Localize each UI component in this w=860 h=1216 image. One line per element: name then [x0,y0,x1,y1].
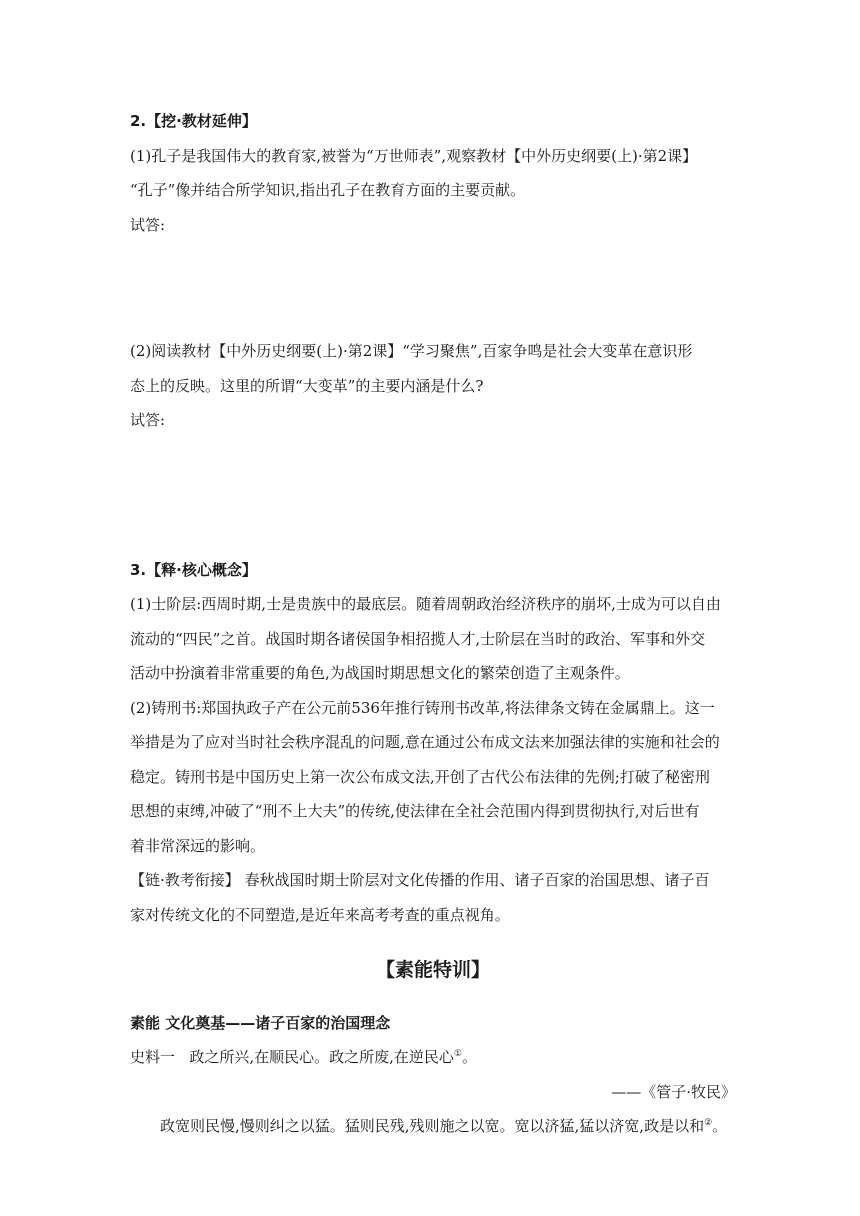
document-page [130,110,736,1150]
material-1b [130,1115,736,1138]
concept-2-line: 思想的束缚,冲破了“刑不上大夫”的传统,使法律在全社会范围内得到贯彻执行,对后世有 [130,802,700,820]
concept-2 [130,697,736,858]
material-1-end: 。 [461,1048,477,1066]
question-1-answer-label: 试答: [130,215,166,234]
footnote-marker-1: ① [453,1049,462,1059]
footnote-marker-2: ② [704,1118,713,1128]
question-1-line-2: “孔子”像并结合所学知识,指出孔子在教育方面的主要贡献。 [130,181,526,199]
question-1-line-1: (1)孔子是我国伟大的教育家,被誉为“万世师表”,观察教材【中外历史纲要(上)·第2课】 [130,146,698,165]
material-1-text: 政之所兴,在顺民心。政之所废,在逆民心 [189,1048,454,1066]
answer-space-2 [130,444,736,559]
exam-link [130,869,736,927]
concept-2-line: 举措是为了应对当时社会秩序混乱的问题,意在通过公布成文法来加强法律的实施和社会的 [130,733,720,751]
question-2-answer-label: 试答: [130,411,166,429]
training-title: 【素能特训】 [375,958,490,981]
question-2-line-1: (2)阅读教材【中外历史纲要(上)·第2课】“学习聚焦”,百家争鸣是社会大变革在意识形 [130,342,693,360]
concept-1-line: 流动的“四民”之首。战国时期各诸侯国争相招揽人才,士阶层在当时的政治、军事和外交 [130,629,706,648]
answer-space-1 [130,248,736,340]
exam-link-line: 家对传统文化的不同塑造,是近年来高考考查的重点视角。 [130,905,510,924]
section-3-heading: 3.【释·核心概念】 [130,560,257,579]
concept-1-line: (1)士阶层:西周时期,士是贵族中的最底层。随着周朝政治经济秩序的崩坏,士成为可以自由 [130,595,721,613]
concept-2-line: 着非常深远的影响。 [130,836,266,855]
material-1-label: 史料一 [130,1048,176,1066]
section-2-heading: 2.【挖·教材延伸】 [130,112,257,130]
concept-1 [130,593,736,685]
material-1-source: ——《管子·牧民》 [611,1082,736,1101]
skill-title: 素能 文化奠基——诸子百家的治国理念 [130,1013,391,1032]
material-1b-text: 政宽则民慢,慢则纠之以猛。猛则民残,残则施之以宽。宽以济猛,猛以济宽,政是以和 [160,1117,705,1135]
concept-2-line: 稳定。铸刑书是中国历史上第一次公布成文法,开创了古代公布法律的先例;打破了秘密刑 [130,767,710,786]
material-1 [130,1046,736,1069]
exam-link-line: 【链·教考衔接】 春秋战国时期士阶层对文化传播的作用、诸子百家的治国思想、诸子百 [130,871,710,889]
concept-2-line: (2)铸刑书:郑国执政子产在公元前536年推行铸刑书改革,将法律条文铸在金属鼎上。这一 [130,698,715,717]
question-2 [130,340,736,432]
question-1 [130,145,736,237]
concept-1-line: 活动中扮演着非常重要的角色,为战国时期思想文化的繁荣创造了主观条件。 [130,664,630,682]
material-1b-end: 。 [712,1117,728,1135]
question-2-line-2: 态上的反映。这里的所谓“大变革”的主要内涵是什么? [130,376,484,395]
